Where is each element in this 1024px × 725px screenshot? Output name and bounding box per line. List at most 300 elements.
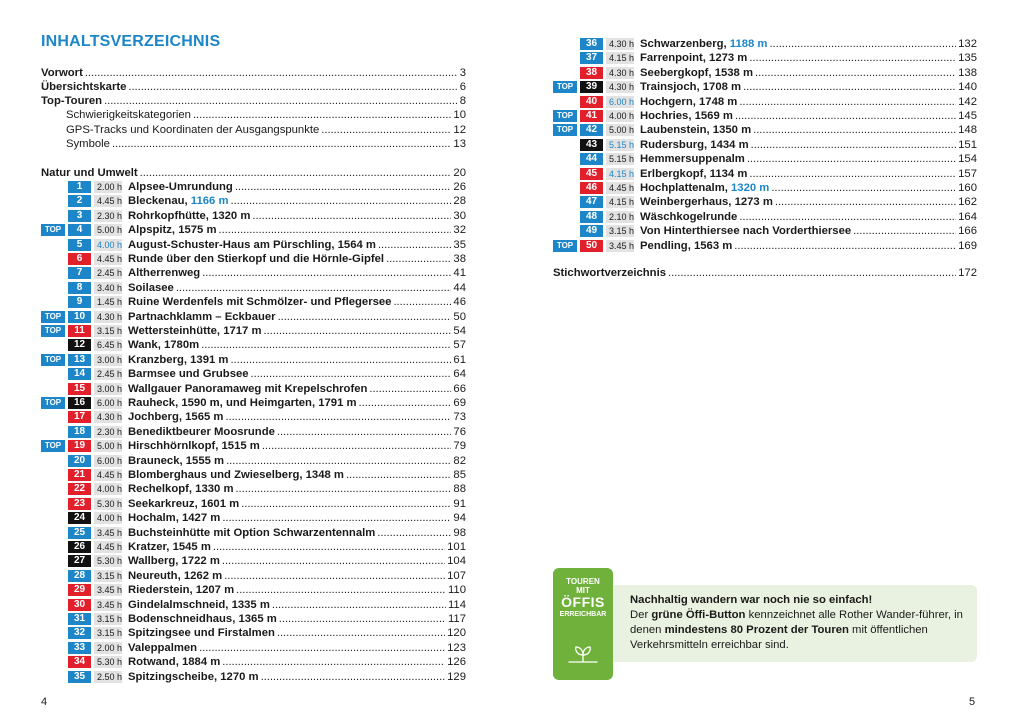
tour-entry[interactable] [41, 338, 466, 352]
tour-time: 6.00 h [606, 96, 634, 108]
tour-number: 46 [580, 182, 603, 194]
tour-time: 4.30 h [606, 81, 634, 93]
tour-name [128, 670, 259, 684]
tour-entry[interactable] [41, 324, 466, 338]
top-badge: TOP [41, 354, 65, 366]
tour-number: 6 [68, 253, 91, 265]
tour-name [640, 109, 733, 123]
tour-number: 16 [68, 397, 91, 409]
page-ref: 82 [453, 454, 466, 467]
page-ref: 157 [958, 167, 977, 180]
tour-name [128, 295, 391, 309]
tour-entry[interactable] [553, 239, 977, 253]
tour-entry[interactable] [41, 670, 466, 684]
tour-name [128, 468, 344, 482]
tour-name-text: Hirschhörnlkopf, 1515 m [128, 440, 260, 453]
tour-entry[interactable] [41, 468, 466, 482]
leader-dots [377, 526, 451, 540]
leader-dots [749, 167, 956, 181]
tour-time: 4.30 h [94, 411, 122, 423]
tour-entry[interactable] [41, 598, 466, 612]
toc-label: Vorwort [41, 67, 83, 79]
top-badge: TOP [41, 311, 65, 323]
leader-dots [262, 439, 452, 453]
tour-time: 4.30 h [606, 38, 634, 50]
tour-name-text: Soilasee [128, 281, 174, 294]
tour-entry[interactable] [553, 181, 977, 195]
tour-name-text: Wettersteinhütte, 1717 m [128, 325, 262, 337]
tour-name-text: Spitzingscheibe, 1270 m [128, 670, 259, 683]
tour-number: 33 [68, 642, 91, 654]
tour-entry[interactable] [41, 655, 466, 669]
toc-entry[interactable] [41, 108, 466, 122]
tour-entry[interactable] [553, 37, 977, 51]
oeffi-text-1: Der [630, 609, 652, 621]
tour-name [128, 209, 250, 223]
page-ref: 114 [447, 598, 466, 611]
tour-name-text: Benediktbeurer Moosrunde [128, 425, 275, 438]
tour-name [128, 194, 229, 208]
page-ref: 46 [453, 296, 466, 309]
tour-number: 37 [580, 52, 603, 64]
tour-number: 20 [68, 455, 91, 467]
leader-dots [176, 281, 452, 295]
tour-name-text: Rotwand, 1884 m [128, 656, 221, 669]
tour-entry[interactable] [41, 526, 466, 540]
tour-time: 5.00 h [94, 224, 122, 236]
page-ref: 35 [453, 238, 466, 251]
tour-number: 1 [68, 181, 91, 193]
tour-time: 5.30 h [94, 656, 122, 668]
leader-dots [226, 454, 451, 468]
leader-dots [224, 569, 445, 583]
tour-entry[interactable] [41, 194, 466, 208]
tour-number: 14 [68, 368, 91, 380]
tour-time: 4.45 h [94, 469, 122, 481]
tour-name-text: Brauneck, 1555 m [128, 454, 225, 467]
leader-dots [225, 410, 451, 424]
tour-entry[interactable] [553, 95, 977, 109]
tour-name [640, 152, 745, 166]
tour-number: 42 [580, 124, 603, 136]
leader-dots [393, 295, 451, 309]
tour-number: 47 [580, 196, 603, 208]
page-ref: 132 [958, 38, 977, 50]
top-badge: TOP [553, 81, 577, 93]
tour-name-text: Seebergkopf, 1538 m [640, 66, 754, 79]
section-label: Natur und Umwelt [41, 167, 138, 179]
top-badge: TOP [41, 224, 65, 236]
tour-number: 10 [68, 311, 91, 323]
leader-dots [739, 95, 956, 109]
tour-name-text: Jochberg, 1565 m [128, 411, 224, 424]
tour-name [128, 526, 375, 540]
tour-name-text: Wäschkogelrunde [640, 210, 738, 223]
oeffi-headline: Nachhaltig wandern war noch nie so einfach! [630, 594, 873, 606]
tour-name-text: Weinbergerhaus, 1273 m [640, 196, 773, 209]
tour-time: 4.45 h [94, 541, 122, 553]
page-ref: 54 [453, 325, 466, 337]
tour-entry[interactable] [41, 310, 466, 324]
tour-time: 4.45 h [94, 253, 122, 265]
tour-name-text: Rohrkopfhütte, 1320 m [128, 209, 251, 222]
tour-number: 28 [68, 570, 91, 582]
page-ref: 41 [453, 267, 466, 280]
tour-name [128, 612, 277, 626]
leader-dots [346, 468, 451, 482]
index-entry[interactable] [553, 266, 977, 280]
tour-name [640, 224, 851, 238]
page-ref: 164 [958, 210, 977, 223]
tour-number: 23 [68, 498, 91, 510]
tour-name-text: Wank, 1780m [128, 339, 200, 352]
tour-number: 50 [580, 240, 603, 252]
tour-number: 41 [580, 110, 603, 122]
leader-dots [128, 80, 457, 94]
leader-dots [749, 51, 956, 65]
leader-dots [140, 166, 452, 180]
tour-name-text: Rudersburg, 1434 m [640, 138, 749, 151]
tour-name [640, 95, 737, 109]
tour-number: 31 [68, 613, 91, 625]
tour-entry[interactable] [41, 382, 466, 396]
toc-entry[interactable] [41, 80, 466, 94]
leader-dots [279, 612, 446, 626]
tour-entry[interactable] [41, 439, 466, 453]
tour-name [128, 382, 367, 396]
tour-number: 2 [68, 195, 91, 207]
page-ref: 13 [453, 138, 466, 150]
tour-number: 30 [68, 599, 91, 611]
tour-entry[interactable] [553, 224, 977, 238]
tour-name [640, 195, 773, 209]
tour-number: 29 [68, 584, 91, 596]
tour-entry[interactable] [41, 626, 466, 640]
tour-entry[interactable] [41, 425, 466, 439]
page-ref: 129 [447, 670, 466, 683]
tour-number: 24 [68, 512, 91, 524]
tour-number: 8 [68, 282, 91, 294]
page-ref: 172 [958, 267, 977, 279]
tour-name-highlight: 1166 m [190, 195, 229, 208]
tour-name-text: Neureuth, 1262 m [128, 569, 223, 582]
tour-entry[interactable] [41, 583, 466, 597]
page-ref: 162 [958, 196, 977, 209]
tour-entry[interactable] [41, 353, 466, 367]
tour-entry[interactable] [41, 482, 466, 496]
page-ref: 38 [453, 253, 466, 265]
page-ref: 123 [447, 641, 466, 654]
leader-dots [241, 497, 451, 511]
tour-name-text: Valeppalmen [128, 641, 198, 654]
tour-name [640, 80, 741, 94]
tour-name-text: Laubenstein, 1350 m [640, 124, 752, 137]
tour-name [128, 367, 249, 381]
tour-entry[interactable] [41, 266, 466, 280]
page-ref: 94 [453, 512, 466, 525]
tour-entry[interactable] [41, 396, 466, 410]
page-ref: 32 [453, 224, 466, 237]
tour-time: 5.15 h [606, 139, 634, 151]
badge-line-2: MIT [576, 586, 590, 595]
tour-entry[interactable] [41, 511, 466, 525]
page-ref: 76 [453, 425, 466, 438]
tour-entry[interactable] [41, 612, 466, 626]
oeffi-text-3: mit öffentlichen Verkehrsmitteln erreichbar sind. [630, 624, 928, 651]
tour-entry[interactable] [41, 540, 466, 554]
leader-dots [668, 266, 956, 280]
tour-time: 2.45 h [94, 368, 122, 380]
tour-name-text: Hochplattenalm, [640, 182, 732, 194]
page-ref: 138 [958, 66, 977, 79]
tour-number: 13 [68, 354, 91, 366]
tour-name [128, 324, 262, 338]
tour-entry[interactable] [41, 554, 466, 568]
tour-name-text: Bodenschneidhaus, 1365 m [128, 613, 277, 625]
tour-name [128, 396, 357, 410]
tour-entry[interactable] [553, 138, 977, 152]
tour-time: 2.00 h [94, 181, 122, 193]
section-entry[interactable] [41, 166, 466, 180]
leader-dots [747, 152, 956, 166]
tour-entry[interactable] [553, 123, 977, 137]
tour-time: 6.00 h [94, 455, 122, 467]
tour-name [640, 66, 753, 80]
tour-time: 6.45 h [94, 339, 122, 351]
tour-name [640, 37, 767, 51]
leader-dots [235, 180, 452, 194]
leader-dots [734, 239, 956, 253]
page-ref: 120 [447, 627, 466, 640]
leader-dots [775, 195, 956, 209]
tour-time: 5.30 h [94, 498, 122, 510]
tour-entry[interactable] [41, 209, 466, 223]
page-number-right: 5 [969, 696, 976, 708]
tour-time: 4.30 h [606, 67, 634, 79]
tour-name-text: Blomberghaus und Zwieselberg, 1348 m [128, 469, 344, 481]
tour-entry[interactable] [553, 66, 977, 80]
tour-name-text: Seekarkreuz, 1601 m [128, 497, 240, 510]
tour-entry[interactable] [553, 167, 977, 181]
tour-entry[interactable] [553, 152, 977, 166]
tour-name-text: Erlbergkopf, 1134 m [640, 167, 748, 180]
leader-dots [199, 641, 445, 655]
tour-number: 15 [68, 383, 91, 395]
tour-time: 4.00 h [94, 239, 122, 251]
leader-dots [85, 66, 458, 80]
tour-name [128, 281, 174, 295]
leader-dots [236, 583, 446, 597]
tour-number: 21 [68, 469, 91, 481]
tour-number: 22 [68, 483, 91, 495]
tour-time: 4.00 h [94, 483, 122, 495]
page-ref: 79 [453, 440, 466, 453]
badge-line-1: TOUREN [566, 577, 600, 586]
page-title: INHALTSVERZEICHNIS [41, 33, 221, 50]
page-ref: 110 [447, 584, 466, 597]
tour-entry[interactable] [41, 497, 466, 511]
leader-dots [321, 123, 451, 137]
tour-name-text: Wallgauer Panoramaweg mit Krepelschrofen [128, 382, 368, 395]
tour-time: 3.45 h [94, 584, 122, 596]
tour-name [640, 123, 751, 137]
tour-name [128, 310, 276, 324]
leader-dots [112, 137, 451, 151]
tour-time: 2.45 h [94, 267, 122, 279]
toc-entry[interactable] [41, 66, 466, 80]
leader-dots [202, 266, 451, 280]
tour-name-text: Rauheck, 1590 m, und Heimgarten, 1791 m [128, 397, 357, 409]
tour-name-text: Hochalm, 1427 m [128, 512, 221, 525]
page-ref: 85 [453, 469, 466, 481]
leader-dots [222, 511, 451, 525]
page-ref: 57 [453, 339, 466, 352]
tour-name-text: Hemmersuppenalm [640, 153, 745, 166]
tour-number: 4 [68, 224, 91, 236]
page-ref: 64 [453, 368, 466, 381]
tour-time: 2.30 h [94, 210, 122, 222]
leader-dots [252, 209, 451, 223]
tour-name-text: Hochgern, 1748 m [640, 95, 738, 108]
tour-entry[interactable] [41, 223, 466, 237]
tour-time: 5.30 h [94, 555, 122, 567]
leader-dots [222, 554, 445, 568]
page-number-left: 4 [41, 696, 48, 708]
page-ref: 169 [958, 239, 977, 252]
tour-name [640, 239, 732, 253]
leader-dots [272, 598, 446, 612]
tour-name [128, 180, 233, 194]
toc-entry[interactable] [41, 94, 466, 108]
tour-name-text: Alpspitz, 1575 m [128, 224, 217, 237]
oeffi-body [630, 608, 970, 653]
tour-number: 48 [580, 211, 603, 223]
tour-entry[interactable] [41, 410, 466, 424]
tour-entry[interactable] [553, 210, 977, 224]
tour-entry[interactable] [41, 281, 466, 295]
tour-time: 5.00 h [606, 124, 634, 136]
tour-time: 3.45 h [606, 240, 634, 252]
tour-entry[interactable] [41, 367, 466, 381]
tour-number: 18 [68, 426, 91, 438]
tour-name-text: Riederstein, 1207 m [128, 584, 235, 597]
tour-entry[interactable] [41, 295, 466, 309]
leader-dots [219, 223, 452, 237]
tour-time: 3.15 h [94, 613, 122, 625]
tour-number: 19 [68, 440, 91, 452]
tour-name-text: Rechelkopf, 1330 m [128, 483, 234, 496]
top-badge: TOP [41, 325, 65, 337]
tour-entry[interactable] [553, 51, 977, 65]
page-ref: 88 [453, 483, 466, 496]
page-ref: 154 [958, 153, 977, 166]
tour-number: 49 [580, 225, 603, 237]
tour-entry[interactable] [41, 569, 466, 583]
tour-entry[interactable] [41, 252, 466, 266]
leader-dots [277, 425, 452, 439]
tour-time: 4.00 h [94, 512, 122, 524]
badge-line-4: ERREICHBAR [559, 611, 607, 618]
tour-name-text: Partnachklamm – Eckbauer [128, 310, 276, 323]
page-ref: 98 [453, 526, 466, 539]
page-ref: 66 [453, 382, 466, 395]
tour-name [128, 266, 200, 280]
tour-name [128, 626, 275, 640]
leader-dots [104, 94, 458, 108]
oeffi-text-2: kennzeichnet alle Rother Wander-führer, in denen [630, 609, 963, 636]
page-ref: 61 [453, 353, 466, 366]
leader-dots [359, 396, 452, 410]
toc-label: Schwierigkeitskategorien [66, 109, 191, 121]
tour-time: 4.15 h [606, 196, 634, 208]
tour-name-text: Pendling, 1563 m [640, 239, 733, 252]
page-ref: 160 [958, 182, 977, 194]
leader-dots [277, 626, 445, 640]
tour-number: 27 [68, 555, 91, 567]
tour-time: 5.00 h [94, 440, 122, 452]
tour-time: 3.45 h [94, 527, 122, 539]
page-ref: 104 [447, 555, 466, 568]
tour-name [128, 511, 220, 525]
tour-name [128, 338, 199, 352]
tour-name [640, 167, 747, 181]
page-ref: 20 [453, 167, 466, 179]
tour-entry[interactable] [553, 109, 977, 123]
tour-name-text: Buchsteinhütte mit Option Schwarzentennalm [128, 526, 376, 539]
tour-entry[interactable] [41, 641, 466, 655]
tour-number: 39 [580, 81, 603, 93]
tour-entry[interactable] [41, 238, 466, 252]
tour-entry[interactable] [553, 195, 977, 209]
tour-number: 3 [68, 210, 91, 222]
leader-dots [201, 338, 451, 352]
page-ref: 50 [453, 310, 466, 323]
tour-entry[interactable] [41, 454, 466, 468]
toc-entry[interactable] [41, 137, 466, 151]
oeffi-bold-1: grüne Öffi-Button [651, 609, 746, 621]
leader-dots [251, 367, 452, 381]
page-ref: 91 [453, 497, 466, 510]
toc-entry[interactable] [41, 123, 466, 137]
tour-name [128, 223, 217, 237]
tour-name-text: Trainsjoch, 1708 m [640, 81, 742, 94]
tour-time: 4.15 h [606, 168, 634, 180]
tour-name [128, 655, 220, 669]
tour-time: 3.45 h [94, 599, 122, 611]
tour-number: 12 [68, 339, 91, 351]
page-ref: 69 [453, 397, 466, 409]
tour-time: 2.00 h [94, 642, 122, 654]
leader-dots [735, 109, 956, 123]
sprout-icon [567, 643, 599, 665]
toc-label: Symbole [66, 138, 110, 150]
tour-name [128, 540, 211, 554]
tour-name [640, 138, 749, 152]
leader-dots [753, 123, 956, 137]
tour-number: 17 [68, 411, 91, 423]
tour-name-text: Kratzer, 1545 m [128, 541, 211, 553]
page-ref: 126 [447, 656, 466, 669]
tour-name-text: Kranzberg, 1391 m [128, 353, 229, 366]
page-ref: 140 [958, 81, 977, 94]
leader-dots [231, 194, 452, 208]
tour-entry[interactable] [553, 80, 977, 94]
top-badge: TOP [553, 124, 577, 136]
page-ref: 6 [459, 81, 466, 93]
tour-time: 2.10 h [606, 211, 634, 223]
leader-dots [751, 138, 957, 152]
tour-entry[interactable] [41, 180, 466, 194]
